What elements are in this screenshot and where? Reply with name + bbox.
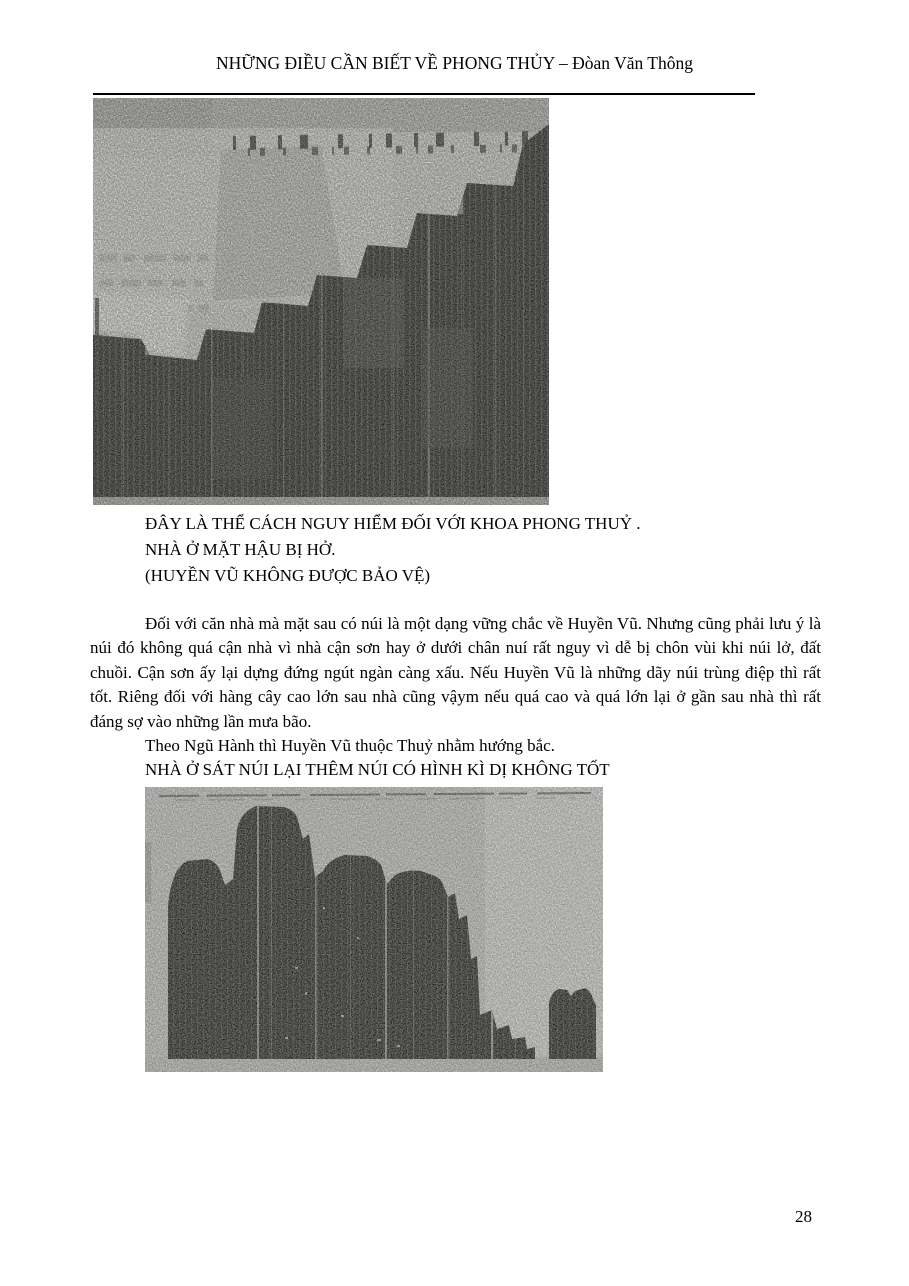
figure1-houses-photo xyxy=(93,98,549,505)
body-paragraph: Đối với căn nhà mà mặt sau có núi là một dạng vững chắc về Huyền Vũ. Nhưng cũng phải lưu ý là núi đó không quá cận nhà vì nhà cận sơn hay ở dưới chân nuí rất nguy vì dễ bị chôn vùi khi núi lở, đất chuồi. Cận sơn ấy lại dựng đứng ngút ngàn càng xấu. Nếu Huyền Vũ là những dãy núi trùng điệp thì rất tốt. Riêng đối với hàng cây cao lớn sau nhà cũng vậym nếu quá cao và quá lớn lại ở gần sau nhà thì rất đáng sợ vào những lần mưa bão. xyxy=(90,614,821,731)
body-text xyxy=(90,612,821,783)
figure1-caption-line3: (HUYỀN VŨ KHÔNG ĐƯỢC BẢO VỆ) xyxy=(145,566,431,585)
header-rule xyxy=(93,93,755,95)
figure1-caption-line1: ĐÂY LÀ THỂ CÁCH NGUY HIỂM ĐỐI VỚI KHOA PHONG THUỶ . xyxy=(145,514,641,533)
figure1-caption xyxy=(145,511,825,589)
page-header-title: NHỮNG ĐIỀU CẦN BIẾT VỀ PHONG THỦY – Đòan Văn Thông xyxy=(216,53,693,73)
figure2-image xyxy=(145,787,603,1072)
figure1-caption-line2: NHÀ Ở MẶT HẬU BỊ HỞ. xyxy=(145,540,336,559)
page-number: 28 xyxy=(795,1207,812,1226)
figure1-image xyxy=(93,98,549,505)
figure2-mountain-photo xyxy=(145,787,603,1072)
body-line-theo: Theo Ngũ Hành thì Huyền Vũ thuộc Thuỷ nhằm hướng bắc. xyxy=(145,736,555,756)
body-line-nha: NHÀ Ở SÁT NÚI LẠI THÊM NÚI CÓ HÌNH KÌ DỊ KHÔNG TỐT xyxy=(145,760,610,780)
